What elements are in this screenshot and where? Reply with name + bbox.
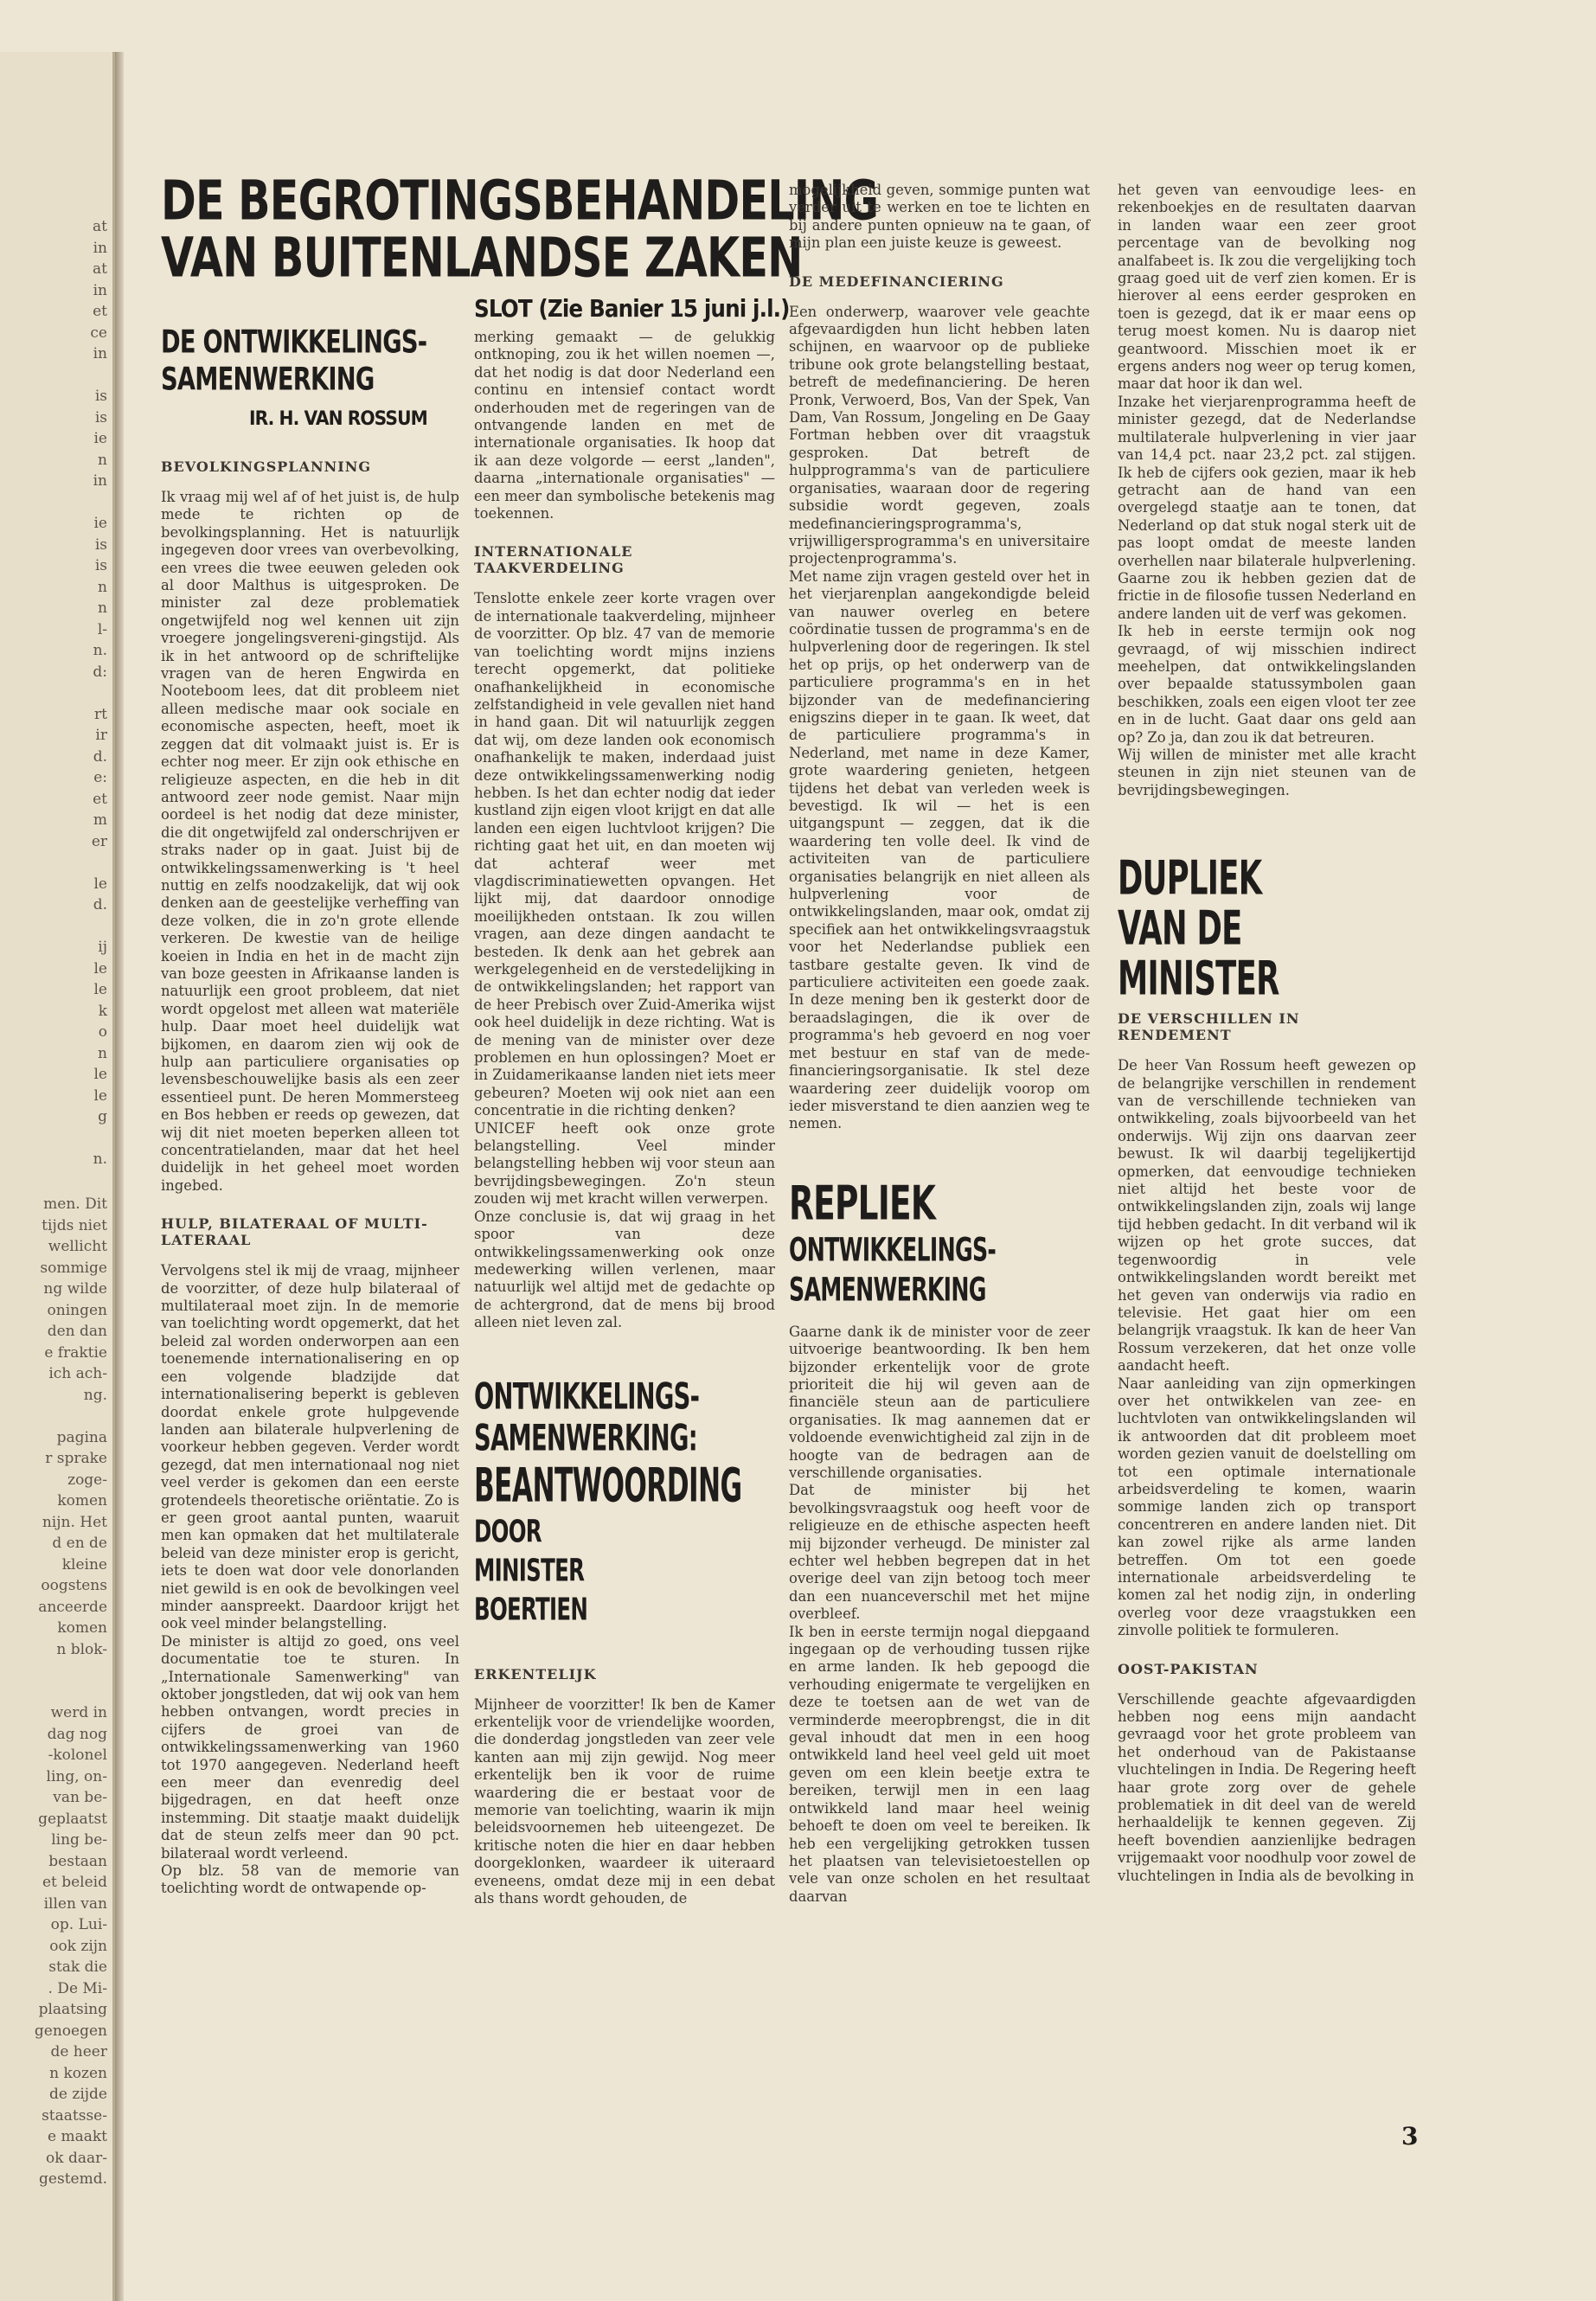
column-2 <box>474 329 775 1907</box>
paragraph: Mijnheer de voorzitter! Ik ben de Kamer erkentelijk voor de vriendelijke woorden, die donderdag jongstleden van zeer vele kanten aan mij zijn gewijd. Nog meer erkentelijk ben ik voor de ruime waardering die er bestaat voor de memorie van toelichting, waarin ik mijn beleidsvoornemen heb uiteengezet. De kritische noten die hier en daar hebben doorgeklonken, waardeer ik uiteraard eveneens, omdat deze mij in een debat als thans wordt gehouden, de <box>474 1695 775 1907</box>
paragraph: Wij willen de minister met alle kracht steunen in zijn niet steunen van de bevrijdingsbewegingen. <box>1118 747 1416 798</box>
beantwoording-line3: BEANTWOORDING <box>474 1458 742 1513</box>
paragraph: Ik ben in eerste termijn nogal diepgaand ingegaan op de verhouding tussen rijke en arme landen. Ik heb gepoogd die verhouding enigermate te vergelijken en deze te toetsen aan de wet van de verminderde meeropbrengst, die in dit geval inhoudt dat men in een hoog ontwikkeld land heel veel geld uit moet geven om een klein beetje extra te bereiken, terwijl men in een laag ontwikkeld land maar heel weinig behoeft te doen om veel te bereiken. Ik heb een vergelijking getrokken tussen het plaatsen van televisietoestellen op vele van onze scholen en het resultaat daarvan <box>789 1623 1090 1905</box>
column-1 <box>161 450 459 1898</box>
paragraph: Tenslotte enkele zeer korte vragen over de internationale taakverdeling, mijnheer de voorzitter. Op blz. 47 van de memorie van toelichting wordt mijns inziens terecht opgemerkt, dat politieke onafhankelijkheid in economische zelfstandigheid in vele gevallen niet hand in hand gaan. Dit wil natuurlijk zeggen dat wij, om deze landen ook economisch onafhankelijk te maken, inderdaad juist deze ontwikkelingssamenwerking nodig hebben. Is het dan echter nodig dat ieder kustland zijn eigen vloot krijgt en dat alle landen een eigen luchtvloot krijgen? Die richting gaat het uit, en dan moeten wij dat achteraf weer met vlagdiscriminatiewetten opvangen. Het lijkt mij, dat daardoor onnodige moeilijkheden ontstaan. Ik zou willen vragen, aan deze dingen aandacht te besteden. Ik denk aan het gebrek aan werkgelegenheid en de verstedelijking in de ontwikkelingslanden; het rapport van de heer Prebisch over Zuid-Amerika wijst ook heel duidelijk in deze richting. Wat is de mening van de minister over deze problemen en hun oplossingen? Moet er in Zuidamerikaanse landen niet iets meer gebeuren? Moeten wij ook niet aan een concentratie in die richting denken? <box>474 590 775 1119</box>
paragraph: Dat de minister bij het bevolkingsvraagstuk oog heeft voor de religieuze en de ethische aspecten heeft mij bijzonder verheugd. De minister zal echter wel hebben begrepen dat in het overige deel van zijn betoog toch meer dan een nuanceverschil met het mijne overbleef. <box>789 1482 1090 1623</box>
dupliek-headline <box>1118 851 1416 1007</box>
column-4 <box>1118 182 1416 1885</box>
paragraph: Gaarne dank ik de minister voor de zeer uitvoerige beantwoording. Ik ben hem bijzonder erkentelijk voor de grote prioriteit die hij wil geven aan de financiële steun aan de particuliere organisaties. Ik mag aannemen dat er voldoende evenwichtigheid zal zijn in de hoogte van de bedragen aan de verschillende organisaties. <box>789 1323 1090 1481</box>
beantwoording-line1: ONTWIKKELINGS- <box>474 1375 700 1417</box>
previous-page-edge <box>0 52 115 2301</box>
subhead-verschillen-in-rendement: DE VERSCHILLEN IN RENDEMENT <box>1118 1010 1300 1044</box>
paragraph: Een onderwerp, waarover vele geachte afgevaardigden hun licht hebben laten schijnen, en waarvoor op de publieke tribune ook grote belangstelling bestaat, betreft de medefinanciering. De heren Pronk, Verwoerd, Bos, Van der Spek, Van Dam, Van Rossum, Jongeling en De Gaay Fortman hebben over dit vraagstuk gesproken. Dat betreft de hulpprogramma's van de particuliere organisaties, waaraan door de regering subsidie wordt gegeven, zoals medefinancieringsprogramma's, vrijwilligersprogramma's en universitaire projectenprogramma's. <box>789 303 1090 567</box>
repliek-line2: ONTWIKKELINGS- <box>789 1231 997 1269</box>
paragraph: merking gemaakt — de gelukkig ontknoping, zou ik het willen noemen —, dat het nodig is dat door Nederland een continu en intensief contact wordt onderhouden met de regeringen van de ontvangende landen en met de internationale organisaties. Ik hoop dat ik aan deze volgorde — eerst „landen", daarna „internationale organisaties" — een meer dan symbolische betekenis mag toekennen. <box>474 329 775 522</box>
page-number: 3 <box>1401 2122 1419 2150</box>
subhead-medefinanciering: DE MEDEFINANCIERING <box>789 272 1004 290</box>
paragraph: De minister is altijd zo goed, ons veel documentatie toe te sturen. In „Internationale Samenwerking" van oktober jongstleden, dat wij ook van hem hebben ontvangen, wordt precies in cijfers de groei van de ontwikkelingssamenwerking van 1960 tot 1970 aangegeven. Nederland heeft een meer dan evenredig deel bijgedragen, en dat heeft onze instemming. Dit staatje maakt duidelijk dat de steun zelfs meer dan 90 pct. bilateraal wordt verleend. <box>161 1632 459 1862</box>
paragraph: Vervolgens stel ik mij de vraag, mijnheer de voorzitter, of deze hulp bilateraal of multilateraal moet zijn. In de memorie van toelichting wordt opgemerkt, dat het beleid zal worden onderworpen aan een toenemende internationalisering en op een volgende bladzijde dat internationalisering beperkt is gebleven doordat enkele grote hulpgevende landen aan bilaterale hulpverlening de voorkeur hebben gegeven. Verder wordt gezegd, dat men internationaal nog niet veel verder is gekomen dan een eerste grotendeels theoretische oriëntatie. Zo is er geen groot aantal punten, waaruit men kan opmaken dat het multilaterale beleid van deze minister erop is gericht, iets te doen wat door vele donorlanden niet gewild is en ook de bevolkingen veel minder aanspreekt. Daardoor krijgt het ook veel minder belangstelling. <box>161 1262 459 1632</box>
paragraph: Ik vraag mij wel af of het juist is, de hulp mede te richten op de bevolkingsplanning. Het is natuurlijk ingegeven door vrees van overbevolking, een vrees die twee eeuwen geleden ook al door Malthus is uitgesproken. De minister zal deze problematiek ongetwijfeld nog wel kennen uit zijn vroegere jongelingsvereni-gingstijd. Als ik in het antwoord op de schriftelijke vragen van de heren Engwirda en Nooteboom lees, dat dit probleem niet alleen medische maar ook sociale en economische aspecten, heeft, moet ik zeggen dat dit volmaakt juist is. Er is echter nog meer. Er zijn ook ethische en religieuze aspecten, en die heb in dit antwoord zeer node gemist. Naar mijn oordeel is het nodig dat deze minister, die dit ongetwijfeld zal onderschrijven er straks nader op in gaat. Juist bij de ontwikkelingssamenwerking is 't heel nuttig en zelfs noodzakelijk, dat wij ook denken aan de geestelijke verheffing van deze volken, die in zo'n grote ellende verkeren. De kwestie van de heilige koeien in India en het in de macht zijn van boze geesten in Afrikaanse landen is natuurlijk een groot probleem, dat niet wordt opgelost met alleen wat materiële hulp. Daar moet heel duidelijk wat bijkomen, en daarom zien wij ook de hulp aan particuliere organisaties op levensbeschouwelijke basis als een zeer essentieel punt. De heren Mommersteeg en Bos hebben er reeds op gewezen, dat wij dit niet moeten beperken alleen tot concentratielanden, maar dat het heel duidelijk in het geheel moet worden ingebed. <box>161 489 459 1194</box>
paragraph: Verschillende geachte afgevaardigden hebben nog eens mijn aandacht gevraagd voor het grote probleem van het onderhoud van de Pakistaanse vluchtelingen in India. De Regering heeft haar grote zorg over de gehele problematiek in dit deel van de wereld herhaaldelijk te kennen gegeven. Zij heeft bovendien aanzienlijke bedragen vrijgemaakt voor noodhulp voor zowel de vluchtelingen in India als de bevolking in <box>1118 1690 1416 1884</box>
paragraph: Onze conclusie is, dat wij graag in het spoor van deze ontwikkelingssamenwerking ook onze medewerking willen verlenen, maar natuurlijk wel altijd met de gedachte op de achtergrond, dat de mens bij brood alleen niet leven zal. <box>474 1208 775 1331</box>
repliek-headline <box>789 1176 1090 1315</box>
paragraph: het geven van eenvoudige lees- en rekenboekjes en de resultaten daarvan in landen waar een zeer groot percentage van de bevolking nog analfabeet is. Ik zou die vergelijking toch graag goed uit de verf zien komen. Er is hierover al eens eerder gesproken en toen is gezegd, dat ik er maar eens op terug moest komen. Nu is daarop niet geantwoord. Misschien moet ik er ergens anders nog weer op terug komen, maar dat hoor ik dan wel. <box>1118 182 1416 393</box>
subhead-internationale-taakverdeling: INTERNATIONALE TAAKVERDELING <box>474 543 633 577</box>
dupliek-line3: MINISTER <box>1118 952 1279 1007</box>
repliek-line3: SAMENWERKING <box>789 1271 986 1309</box>
subhead-bevolkingsplanning: BEVOLKINGSPLANNING <box>161 458 371 475</box>
section-heading-line2: SAMENWERKING <box>161 362 375 398</box>
column-3 <box>789 182 1090 1906</box>
paragraph: Met name zijn vragen gesteld over het in het vierjarenplan aangekondigde beleid van nauwer overleg en betere coördinatie tussen de programma's en de hulpverlening door de regeringen. Ik stel het op prijs, op het onderwerp van de particuliere programma's en in het bijzonder van de medefinanciering enigszins dieper in te gaan. Ik weet, dat de particuliere programma's in Nederland, met name in deze Kamer, grote waardering genieten, hetgeen tijdens het debat van verleden week is bevestigd. Ik wil — het is een uitgangspunt — zeggen, dat ik die waardering ten volle deel. Ik vind de activiteiten van de particuliere organisaties belangrijk en niet alleen als hulpverlening voor de ontwikkelingslanden, maar ook, omdat zij specifiek aan het ontwikkelingsvraagstuk voor het Nederlandse publiek een tastbare gestalte geven. Ik vind de particuliere activiteiten een goede zaak. In deze mening ben ik gesterkt door de beraadslagingen, die ik over de programma's heb gevoerd en nog voer met bestuur en staf van de mede-financieringsorganisatie. Ik stel deze waardering zeer duidelijk voorop om ieder misverstand te dien aanzien weg te nemen. <box>789 567 1090 1132</box>
page-gutter <box>115 52 124 2301</box>
previous-page-text-top: at in at in et ce in is is ie n in ie is is n n l- n. d: rt ir d. e: et m er le d. ij le le k o n le le g n. <box>90 218 107 1168</box>
paragraph: De heer Van Rossum heeft gewezen op de belangrijke verschillen in rendement van de verschillende technieken van ontwikkeling, zoals bijvoorbeeld van het onderwijs. Wij zijn ons daarvan zeer bewust. Ik wil daarbij tegelijkertijd opmerken, dat eenvoudige technieken niet altijd het beste voor de ontwikkelingslanden zijn, zoals wij lange tijd hebben gedacht. In dit verband wil ik wijzen op het grote succes, dat tegenwoordig in vele ontwikkelingslanden wordt bereikt met het geven van onderwijs via radio en televisie. Het gaat hier om een belangrijk vraagstuk. Ik kan de heer Van Rossum verzekeren, dat het onze volle aandacht heeft. <box>1118 1057 1416 1375</box>
paragraph: Ik heb in eerste termijn ook nog gevraagd, of wij misschien indirect meehelpen, dat ontwikkelingslanden over bepaalde statussymbolen gaan beschikken, zoals een eigen vloot ter zee en in de lucht. Gaat daar ons geld aan op? Zo ja, dan zou ik dat betreuren. <box>1118 623 1416 746</box>
beantwoording-line4: DOOR <box>474 1513 542 1550</box>
article-headline-line1: DE BEGROTINGSBEHANDELING <box>161 170 879 234</box>
beantwoording-headline <box>474 1375 775 1661</box>
dupliek-line2: VAN DE <box>1118 901 1242 957</box>
subhead-hulp-bilateraal: HULP, BILATERAAL OF MULTI-LATERAAL <box>161 1215 428 1249</box>
section-heading-line1: DE ONTWIKKELINGS- <box>161 324 427 361</box>
paragraph: Inzake het vierjarenprogramma heeft de minister gezegd, dat de Nederlandse multilaterale hulpverlening in vier jaar van 14,4 pct. naar 23,2 pct. zal stijgen. Ik heb de cijfers ook gezien, maar ik heb getracht aan de hand van een overgelegd staatje aan te tonen, dat Nederland op dat stuk nogal sterk uit de pas loopt omdat de meeste landen overhellen naar bilaterale hulpverlening. Gaarne zou ik hebben gezien dat de frictie in de filosofie tussen Nederland en andere landen uit de verf was gekomen. <box>1118 393 1416 622</box>
dupliek-line1: DUPLIEK <box>1118 851 1262 907</box>
paragraph: UNICEF heeft ook onze grote belangstelling. Veel minder belangstelling hebben wij voor steun aan bevrijdingsbewegingen. Zo'n steun zouden wij met kracht willen verwerpen. <box>474 1119 775 1208</box>
beantwoording-line2: SAMENWERKING: <box>474 1416 697 1458</box>
subhead-erkentelijk: ERKENTELIJK <box>474 1665 597 1682</box>
paragraph: Op blz. 58 van de memorie van toelichting wordt de ontwapende op- <box>161 1862 459 1897</box>
repliek-line1: REPLIEK <box>789 1176 936 1231</box>
slot-note: SLOT (Zie Banier 15 juni j.l.) <box>474 294 790 323</box>
subhead-oost-pakistan: OOST-PAKISTAN <box>1118 1660 1259 1677</box>
previous-page-text-bottom: men. Dit tijds niet wellicht sommige ng wilde oningen den dan e fraktie ich ach- ng. pagina r sprake zoge- komen nijn. Het d en de kleine oogstens anceerde komen n blok- werd in dag nog -kolonel ling, on- van be- geplaatst ling be- bestaan et beleid illen van op. Lui- ook zijn stak die . De Mi- plaatsing genoegen de heer n kozen de zijde staatsse- e maakt ok daar- gestemd. <box>34 1195 107 2188</box>
author-byline: IR. H. VAN ROSSUM <box>249 408 427 430</box>
paragraph: mogelijkheid geven, sommige punten wat verder uit te werken en toe te lichten en bij andere punten opnieuw na te gaan, of mijn plan een juiste keuze is geweest. <box>789 182 1090 252</box>
beantwoording-line5: MINISTER <box>474 1552 585 1589</box>
paragraph: Naar aanleiding van zijn opmerkingen over het ontwikkelen van zee- en luchtvloten van ontwikkelingslanden wil ik antwoorden dat dit probleem moet worden gezien vanuit de doelstelling om tot een optimale internationale arbeidsverdeling te komen, waarin sommige landen zich op transport concentreren en andere landen niet. Dit kan zowel rijke als arme landen betreffen. Om tot een goede internationale arbeidsverdeling te komen zal het nodig zijn, in onderling overleg voor deze vraagstukken een zinvolle politiek te formuleren. <box>1118 1375 1416 1639</box>
beantwoording-line6: BOERTIEN <box>474 1591 588 1628</box>
article-headline-line2: VAN BUITENLANDSE ZAKEN <box>161 227 803 291</box>
